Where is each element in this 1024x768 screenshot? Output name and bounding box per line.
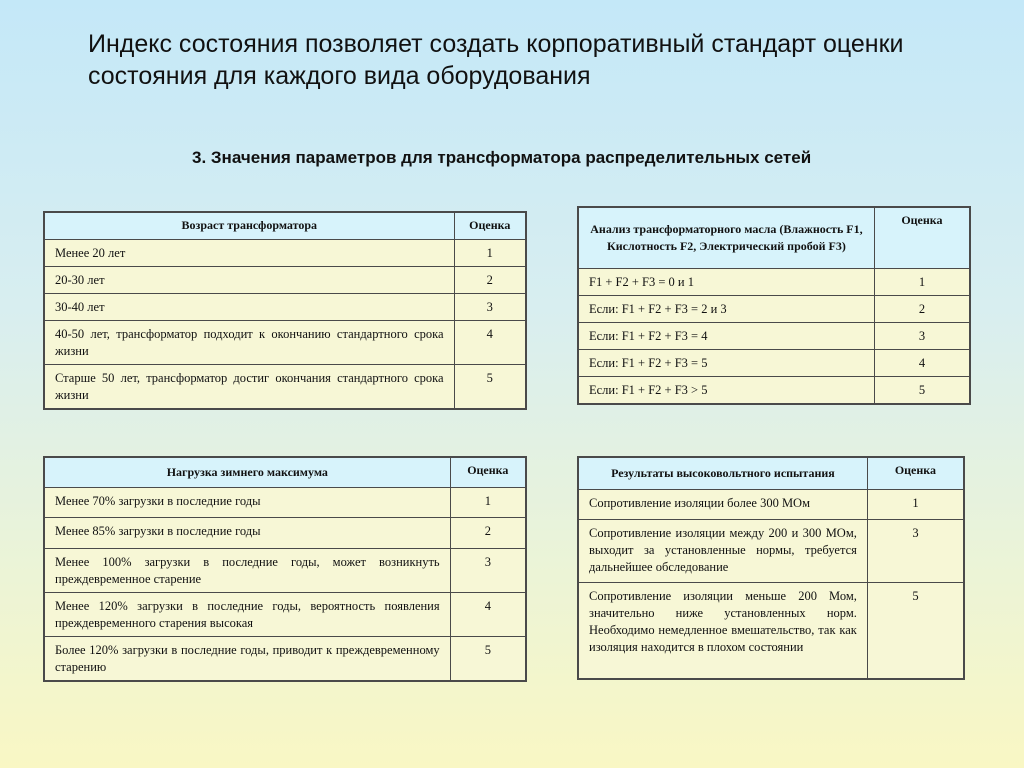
table-header-row	[44, 212, 526, 239]
row-label: Менее 70% загрузки в последние годы	[44, 487, 450, 517]
table-row	[44, 266, 526, 293]
table-row	[578, 295, 970, 322]
row-score: 4	[454, 320, 526, 364]
row-score: 3	[454, 293, 526, 320]
table-row	[44, 364, 526, 409]
row-score: 3	[450, 548, 526, 592]
table-row	[578, 322, 970, 349]
row-score: 3	[867, 519, 964, 582]
row-label: 20-30 лет	[44, 266, 454, 293]
table-row	[44, 592, 526, 636]
row-score: 1	[454, 239, 526, 266]
table-row	[44, 239, 526, 266]
table-row	[44, 293, 526, 320]
column-header-score: Оценка	[867, 457, 964, 489]
table-row	[44, 517, 526, 548]
table-row	[44, 487, 526, 517]
column-header-score: Оценка	[874, 207, 970, 268]
table-row	[578, 349, 970, 376]
row-score: 1	[450, 487, 526, 517]
row-score: 4	[450, 592, 526, 636]
row-label: 30-40 лет	[44, 293, 454, 320]
row-label: Менее 120% загрузки в последние годы, вероятность появления преждевременного старения высокая	[44, 592, 450, 636]
row-score: 2	[874, 295, 970, 322]
row-score: 3	[874, 322, 970, 349]
row-score: 5	[867, 582, 964, 679]
table-row	[578, 582, 964, 679]
row-score: 5	[450, 636, 526, 681]
row-label: Если: F1 + F2 + F3 = 2 и 3	[578, 295, 874, 322]
transformer-age-table	[43, 211, 527, 410]
row-label: 40-50 лет, трансформатор подходит к окончанию стандартного срока жизни	[44, 320, 454, 364]
page-title: Индекс состояния позволяет создать корпоративный стандарт оценки состояния для каждого вида оборудования	[88, 30, 904, 90]
table-row	[44, 548, 526, 592]
row-score: 5	[874, 376, 970, 404]
row-label: Менее 100% загрузки в последние годы, может возникнуть преждевременное старение	[44, 548, 450, 592]
table-row	[44, 320, 526, 364]
table-header-row	[578, 457, 964, 489]
hv-test-table	[577, 456, 965, 680]
table-header-row	[578, 207, 970, 268]
column-header-score: Оценка	[454, 212, 526, 239]
row-label: Если: F1 + F2 + F3 = 5	[578, 349, 874, 376]
row-label: Если: F1 + F2 + F3 = 4	[578, 322, 874, 349]
row-label: Сопротивление изоляции более 300 МОм	[578, 489, 867, 519]
row-score: 2	[454, 266, 526, 293]
table-row	[578, 376, 970, 404]
row-label: Менее 20 лет	[44, 239, 454, 266]
column-header-parameter: Результаты высоковольтного испытания	[578, 457, 867, 489]
table-row	[578, 519, 964, 582]
winter-load-table	[43, 456, 527, 682]
row-label: Сопротивление изоляции между 200 и 300 МОм, выходит за установленные нормы, требуется дальнейшее обследование	[578, 519, 867, 582]
row-label: F1 + F2 + F3 = 0 и 1	[578, 268, 874, 295]
row-score: 1	[874, 268, 970, 295]
row-score: 5	[454, 364, 526, 409]
column-header-parameter: Анализ трансформаторного масла (Влажность F1, Кислотность F2, Электрический пробой F3)	[578, 207, 874, 268]
table-row	[44, 636, 526, 681]
row-label: Менее 85% загрузки в последние годы	[44, 517, 450, 548]
column-header-parameter: Возраст трансформатора	[44, 212, 454, 239]
table-row	[578, 268, 970, 295]
row-label: Сопротивление изоляции меньше 200 Мом, значительно ниже установленных норм. Необходимо немедленное вмешательство, так как изоляция находится в плохом состоянии	[578, 582, 867, 679]
row-score: 1	[867, 489, 964, 519]
oil-analysis-table	[577, 206, 971, 405]
row-label: Старше 50 лет, трансформатор достиг окончания стандартного срока жизни	[44, 364, 454, 409]
row-label: Если: F1 + F2 + F3 > 5	[578, 376, 874, 404]
row-score: 2	[450, 517, 526, 548]
row-score: 4	[874, 349, 970, 376]
table-header-row	[44, 457, 526, 487]
table-row	[578, 489, 964, 519]
column-header-parameter: Нагрузка зимнего максимума	[44, 457, 450, 487]
column-header-score: Оценка	[450, 457, 526, 487]
row-label: Более 120% загрузки в последние годы, приводит к преждевременному старению	[44, 636, 450, 681]
section-subtitle: 3. Значения параметров для трансформатора распределительных сетей	[192, 148, 812, 167]
